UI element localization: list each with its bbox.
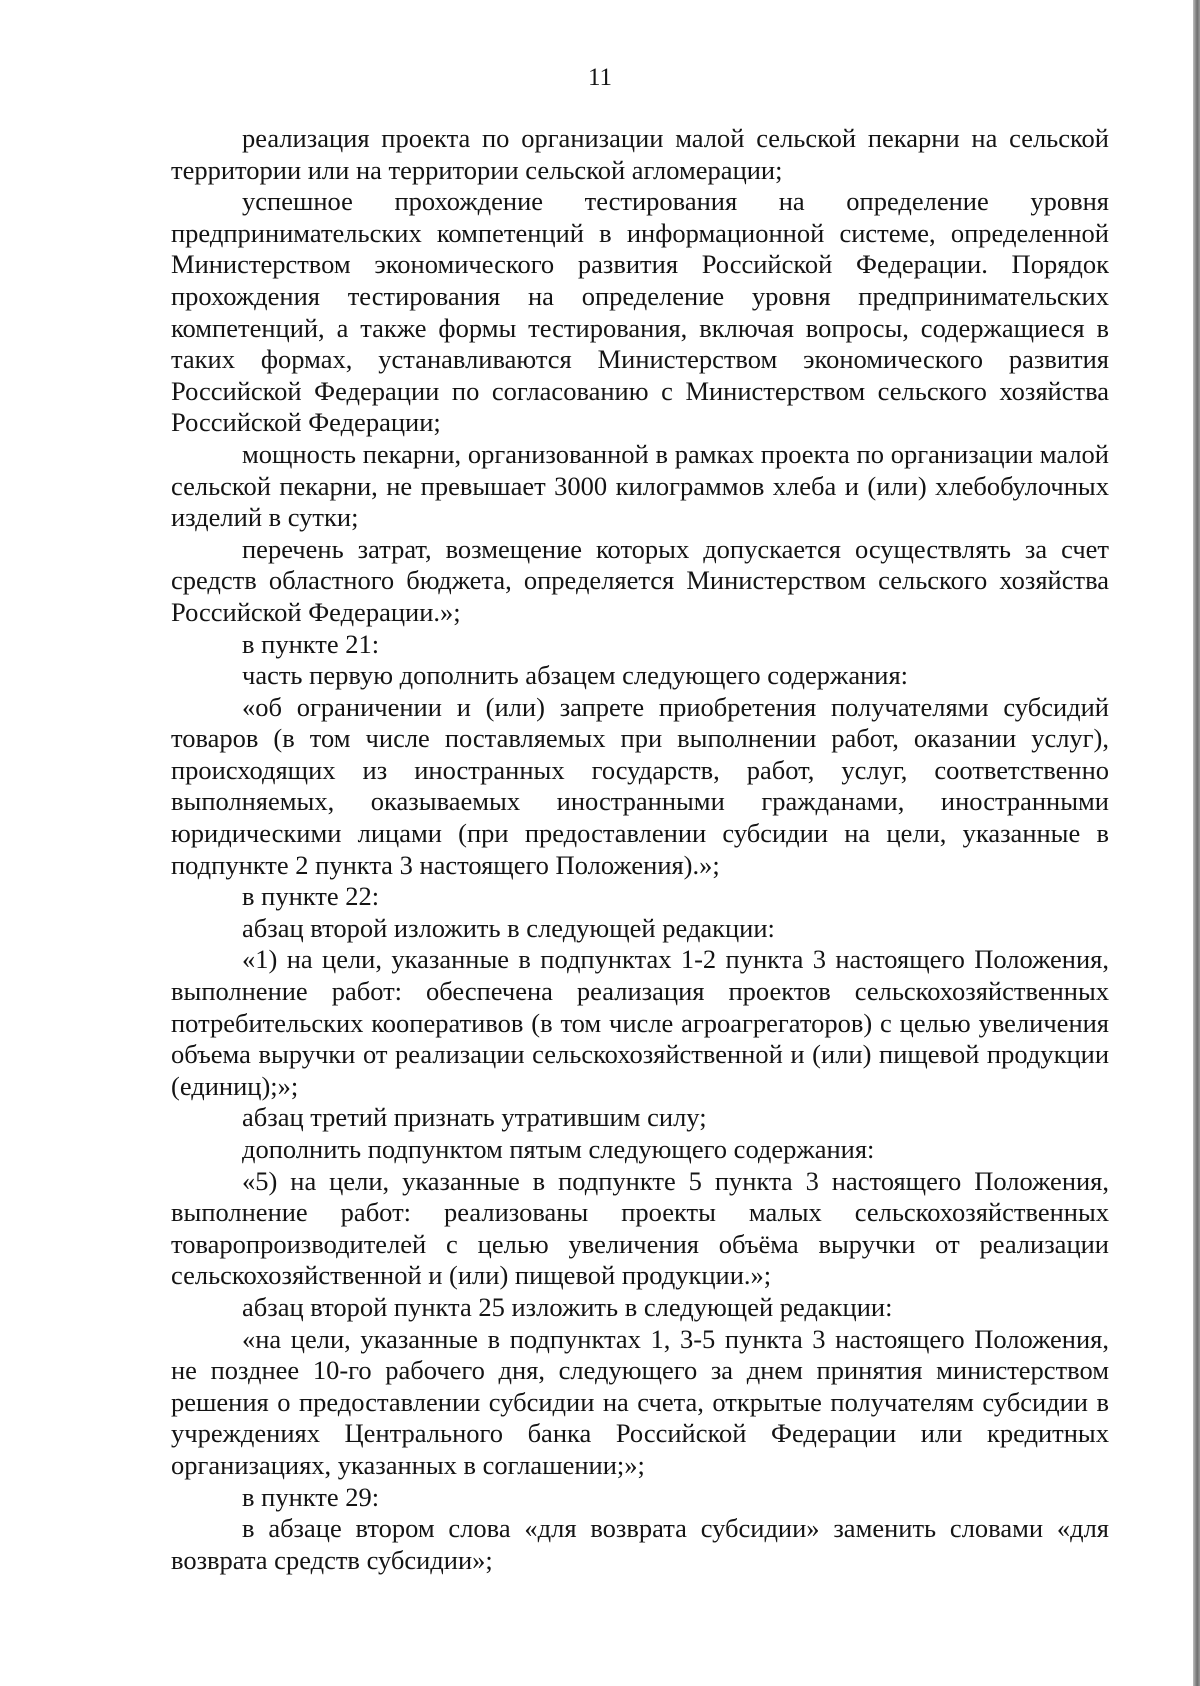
paragraph: часть первую дополнить абзацем следующего содержания: bbox=[242, 660, 909, 691]
paragraph: в пункте 29: bbox=[242, 1481, 380, 1512]
paragraph: «на цели, указанные в подпунктах 1, 3-5 пункта 3 настоящего Положения, не позднее 10-го рабочего дня, следующего за днем принятия министерством решения о предоставлении субсидии на счета, открытые получателям субсидии в учреждениях Центрального банка Российской Федерации или кредитных организациях, указанных в соглашении;»; bbox=[171, 1323, 1109, 1480]
paragraph: абзац третий признать утратившим силу; bbox=[242, 1102, 707, 1133]
paragraph: «5) на цели, указанные в подпункте 5 пункта 3 настоящего Положения, выполнение работ: реализованы проекты малых сельскохозяйственных товаропроизводителей с целью увеличения объёма выручки от реализации сельскохозяйственной и (или) пищевой продукции.»; bbox=[171, 1165, 1109, 1291]
paragraph: реализация проекта по организации малой сельской пекарни на сельской территории или на территории сельской агломерации; bbox=[171, 123, 1109, 185]
paragraph: в пункте 22: bbox=[242, 881, 380, 912]
paragraph: абзац второй изложить в следующей редакции: bbox=[242, 912, 775, 943]
paragraph: в абзаце втором слова «для возврата субсидии» заменить словами «для возврата средств субсидии»; bbox=[171, 1513, 1109, 1575]
page-number: 11 bbox=[587, 64, 613, 91]
paragraph: «об ограничении и (или) запрете приобретения получателями субсидий товаров (в том числе поставляемых при выполнении работ, оказании услуг), происходящих из иностранных государств, работ, услуг, соответственно выполняемых, оказываемых иностранными гражданами, иностранными юридическими лицами (при предоставлении субсидии на цели, указанные в подпункте 2 пункта 3 настоящего Положения).»; bbox=[171, 691, 1109, 880]
scan-edge bbox=[1193, 0, 1200, 1686]
paragraph: в пункте 21: bbox=[242, 628, 380, 659]
paragraph: дополнить подпунктом пятым следующего содержания: bbox=[242, 1134, 875, 1164]
paragraph: «1) на цели, указанные в подпунктах 1-2 пункта 3 настоящего Положения, выполнение работ: обеспечена реализация проектов сельскохозяйственных потребительских кооперативов (в том числе агроагрегаторов) с целью увеличения объема выручки от реализации сельскохозяйственной и (или) пищевой продукции (единиц);»; bbox=[171, 944, 1109, 1101]
paragraph: абзац второй пункта 25 изложить в следующей редакции: bbox=[242, 1291, 893, 1322]
paragraph: перечень затрат, возмещение которых допускается осуществлять за счет средств областного бюджета, определяется Министерством сельского хозяйства Российской Федерации.»; bbox=[171, 533, 1109, 627]
paragraph: успешное прохождение тестирования на определение уровня предпринимательских компетенций в информационной системе, определенной Министерством экономического развития Российской Федерации. Порядок прохождения тестирования на определение уровня предпринимательских компетенций, а также формы тестирования, включая вопросы, содержащиеся в таких формах, устанавливаются Министерством экономического развития Российской Федерации по согласованию с Министерством сельского хозяйства Российской Федерации; bbox=[171, 186, 1109, 438]
paragraph: мощность пекарни, организованной в рамках проекта по организации малой сельской пекарни, не превышает 3000 килограммов хлеба и (или) хлебобулочных изделий в сутки; bbox=[171, 438, 1109, 533]
document-body bbox=[171, 123, 1109, 1576]
